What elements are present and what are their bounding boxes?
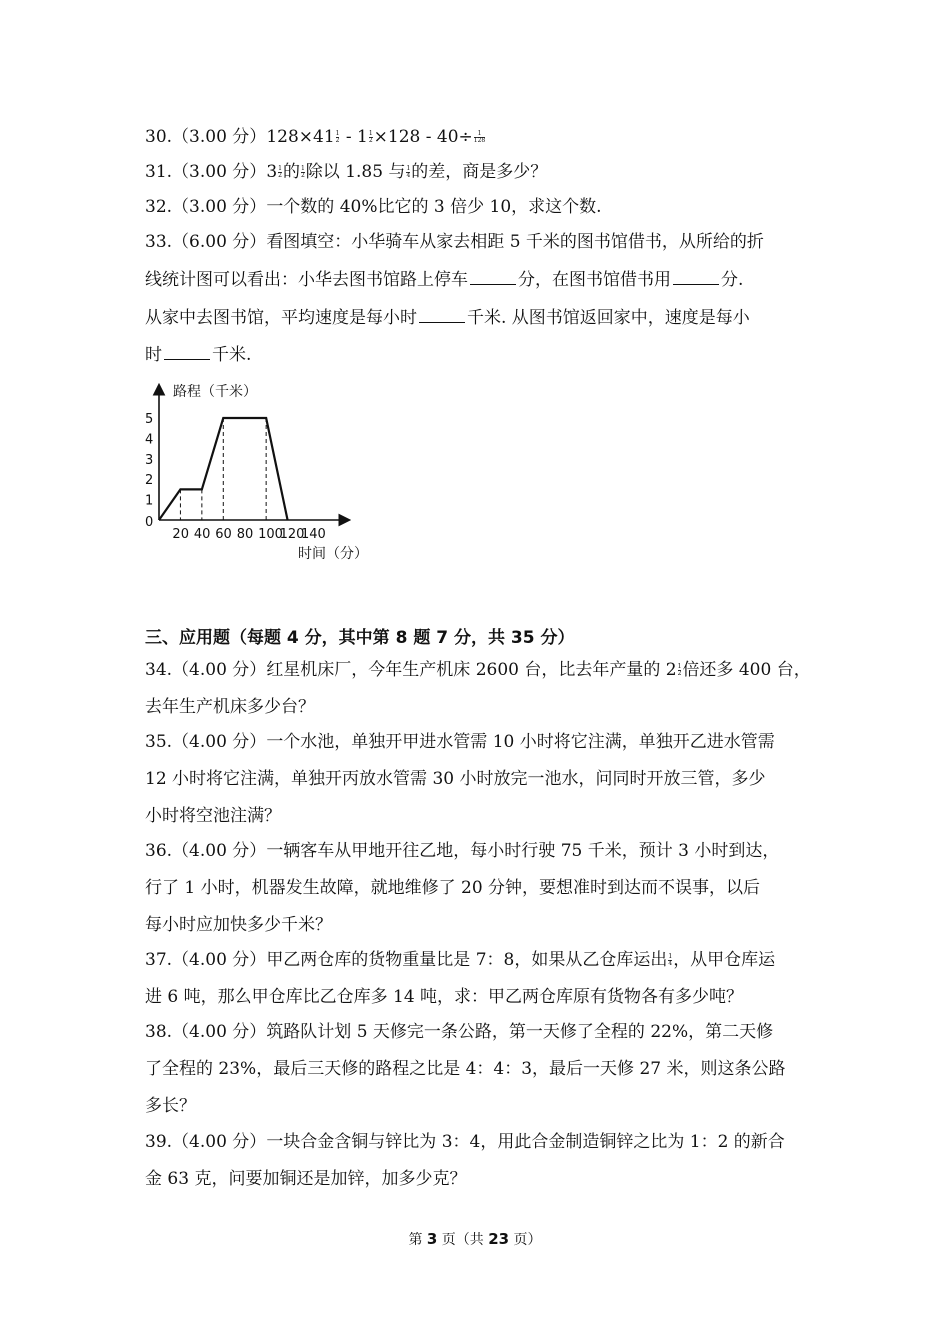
question-30: 30.（3.00 分）128×41 $\frac{1}{2}$ - 1 $\frac{1}{2}$ ×128 - 40÷ $\frac{1}{128}$ xyxy=(145,127,486,147)
question-38-line2: 了全程的 23%，最后三天修的路程之比是 4：4：3，最后一天修 27 米，则这条公路 xyxy=(145,1059,786,1079)
y-tick-label: 4 xyxy=(145,432,154,448)
y-tick-label: 1 xyxy=(145,493,154,509)
question-34-line2: 去年生产机床多少台？ xyxy=(145,697,315,717)
answer-blank[interactable] xyxy=(470,270,516,285)
distance-time-chart xyxy=(143,378,383,568)
question-38-line3: 多长？ xyxy=(145,1096,196,1116)
x-tick-label: 80 xyxy=(236,527,254,542)
y-tick-label: 5 xyxy=(145,412,154,427)
question-33: 33.（6.00 分）看图填空：小华骑车从家去相距 5 千米的图书馆借书，从所给的折 xyxy=(145,232,764,252)
x-tick-label: 140 xyxy=(301,527,326,542)
fraction: $\frac{1}{2}$ xyxy=(677,663,682,677)
x-tick-label: 120 xyxy=(279,527,305,542)
fraction: $\frac{1}{2}$ xyxy=(300,165,305,179)
question-37: 37.（4.00 分）甲乙两仓库的货物重量比是 7：8，如果从乙仓库运出 $\frac{1}{4}$ ，从甲仓库运 xyxy=(145,950,776,970)
question-39-line2: 金 63 克，问要加铜还是加锌，加多少克？ xyxy=(145,1169,467,1189)
x-tick-label: 20 xyxy=(172,527,189,542)
question-34: 34.（4.00 分）红星机床厂，今年生产机床 2600 台，比去年产量的 2 $\frac{1}{2}$ 倍还多 400 台， xyxy=(145,660,811,680)
question-39: 39.（4.00 分）一块合金含铜与锌比为 3：4，用此合金制造铜锌之比为 1：2 的新合 xyxy=(145,1132,785,1152)
question-35-line3: 小时将空池注满？ xyxy=(145,806,281,826)
question-38: 38.（4.00 分）筑路队计划 5 天修完一条公路，第一天修了全程的 22%，第二天修 xyxy=(145,1022,774,1042)
question-33-line3: 从家中去图书馆，平均速度是每小时 千米. 从图书馆返回家中，速度是每小 xyxy=(145,308,750,328)
fraction: $\frac{1}{2}$ xyxy=(368,130,373,144)
x-tick-label: 40 xyxy=(193,527,211,542)
fraction: $\frac{1}{4}$ xyxy=(668,953,673,967)
answer-blank[interactable] xyxy=(673,270,719,285)
y-tick-label: 2 xyxy=(145,473,154,489)
page-footer: 第 3 页（共 23 页） xyxy=(408,1230,542,1248)
fraction: $\frac{1}{2}$ xyxy=(335,130,340,144)
question-33-line4: 时 千米. xyxy=(145,345,252,365)
section-heading: 三、应用题（每题 4 分，其中第 8 题 7 分，共 35 分） xyxy=(145,628,575,648)
question-35-line2: 12 小时将它注满，单独开丙放水管需 30 小时放完一池水，问同时开放三管，多少 xyxy=(145,769,766,789)
x-axis-label: 时间（分） xyxy=(298,546,368,562)
fraction: $\frac{1}{2}$ xyxy=(278,165,282,179)
fraction: $\frac{1}{4}$ xyxy=(406,165,411,179)
y-axis-label: 路程（千米） xyxy=(173,384,257,400)
fraction: $\frac{1}{128}$ xyxy=(473,130,486,144)
question-36: 36.（4.00 分）一辆客车从甲地开往乙地，每小时行驶 75 千米，预计 3 小时到达， xyxy=(145,841,780,861)
question-36-line2: 行了 1 小时，机器发生故障，就地维修了 20 分钟，要想准时到达而不误事，以后 xyxy=(145,878,761,898)
question-32: 32.（3.00 分）一个数的 40%比它的 3 倍少 10，求这个数. xyxy=(145,197,602,217)
origin-label: 0 xyxy=(145,515,154,530)
y-tick-label: 3 xyxy=(145,452,154,468)
question-31: 31.（3.00 分）3 $\frac{1}{2}$ 的 $\frac{1}{2}$ 除以 1.85 与 $\frac{1}{4}$ 的差，商是多少？ xyxy=(145,162,548,182)
answer-blank[interactable] xyxy=(419,308,465,323)
question-37-line2: 进 6 吨，那么甲仓库比乙仓库多 14 吨，求：甲乙两仓库原有货物各有多少吨？ xyxy=(145,987,744,1007)
x-tick-label: 100 xyxy=(258,527,283,542)
answer-blank[interactable] xyxy=(164,345,210,360)
question-36-line3: 每小时应加快多少千米？ xyxy=(145,915,332,935)
question-35: 35.（4.00 分）一个水池，单独开甲进水管需 10 小时将它注满，单独开乙进水管需 xyxy=(145,732,775,752)
question-33-line2: 线统计图可以看出：小华去图书馆路上停车 分，在图书馆借书用 分. xyxy=(145,270,744,290)
x-tick-label: 60 xyxy=(215,527,232,542)
